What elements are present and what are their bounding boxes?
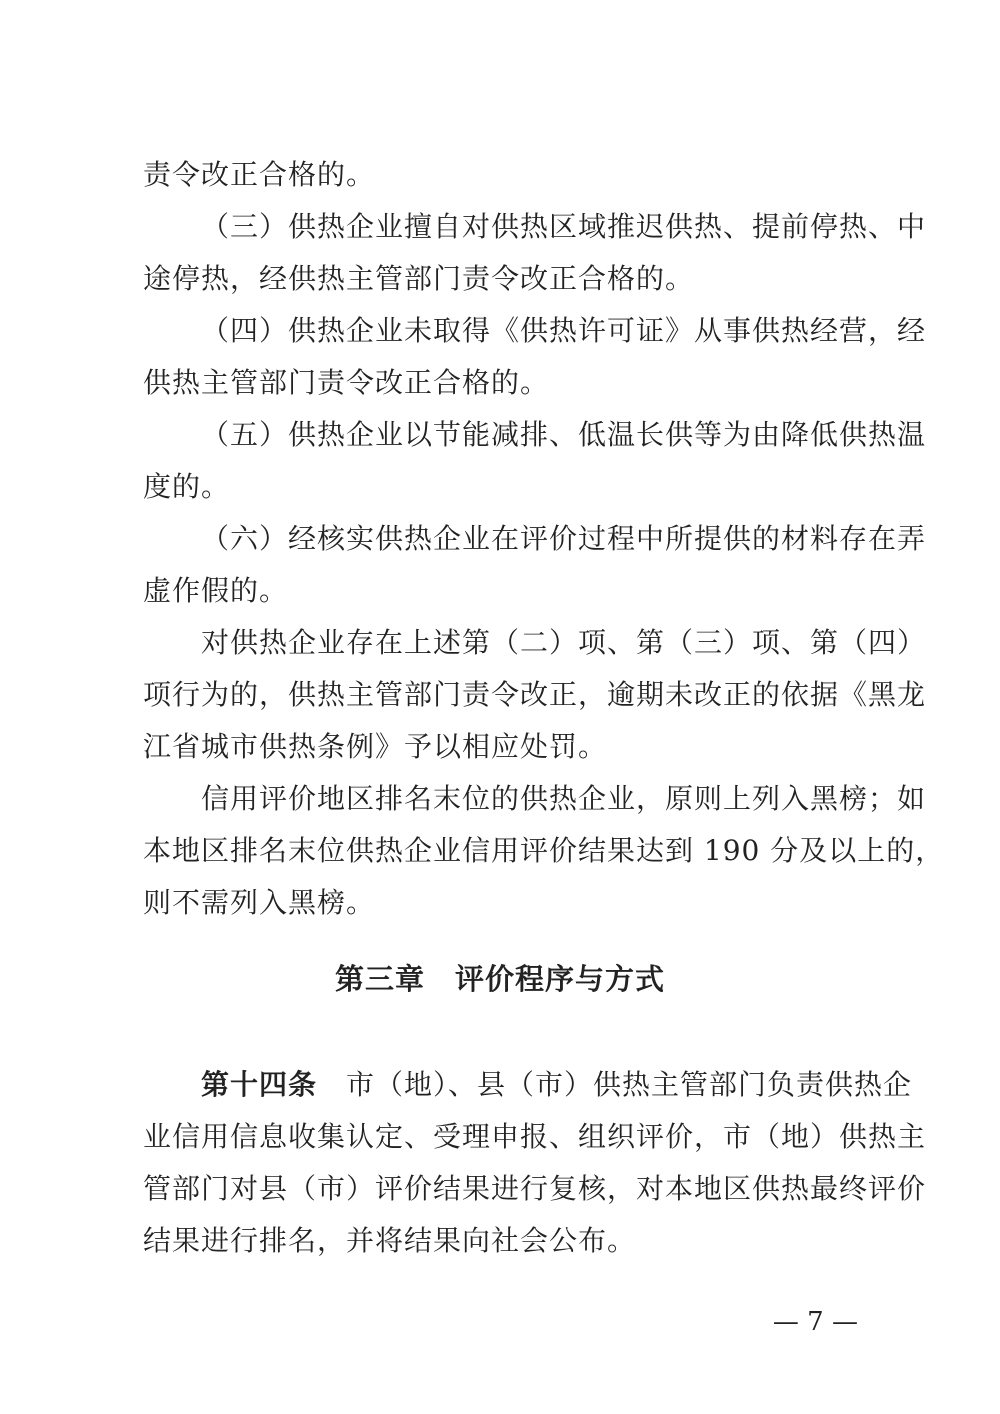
text-line: 管部门对县（市）评价结果进行复核，对本地区供热最终评价 [143,1172,927,1205]
text-line: （五）供热企业以节能减排、低温长供等为由降低供热温 [201,418,927,451]
text-line: 项行为的，供热主管部门责令改正，逾期未改正的依据《黑龙 [143,678,927,711]
text-line: 结果进行排名，并将结果向社会公布。 [143,1224,637,1257]
text-line: 信用评价地区排名末位的供热企业，原则上列入黑榜；如 [201,782,927,815]
text-line: （三）供热企业擅自对供热区域推迟供热、提前停热、中 [201,210,927,243]
text-line: 业信用信息收集认定、受理申报、组织评价，市（地）供热主 [143,1120,927,1153]
article-first-line [201,1059,913,1111]
text-line: 责令改正合格的。 [143,158,376,191]
text-line: 本地区排名末位供热企业信用评价结果达到 190 分及以上的， [143,834,945,867]
text-line: 度的。 [143,470,231,503]
text-line: 则不需列入黑榜。 [143,886,376,919]
text-line: 途停热，经供热主管部门责令改正合格的。 [143,262,695,295]
article-label: 第十四条 [201,1068,318,1101]
text-line: 对供热企业存在上述第（二）项、第（三）项、第（四） [201,626,927,659]
chapter-title: 第三章 评价程序与方式 [334,962,665,996]
text-line: 江省城市供热条例》予以相应处罚。 [143,730,608,763]
article-first-line-text: 市（地）、县（市）供热主管部门负责供热企 [317,1068,913,1101]
text-line: 供热主管部门责令改正合格的。 [143,366,550,399]
text-line: 虚作假的。 [143,574,289,607]
page-number: — 7 — [772,1307,858,1337]
text-line: （四）供热企业未取得《供热许可证》从事供热经营，经 [201,314,927,347]
text-line: （六）经核实供热企业在评价过程中所提供的材料存在弄 [201,522,927,555]
